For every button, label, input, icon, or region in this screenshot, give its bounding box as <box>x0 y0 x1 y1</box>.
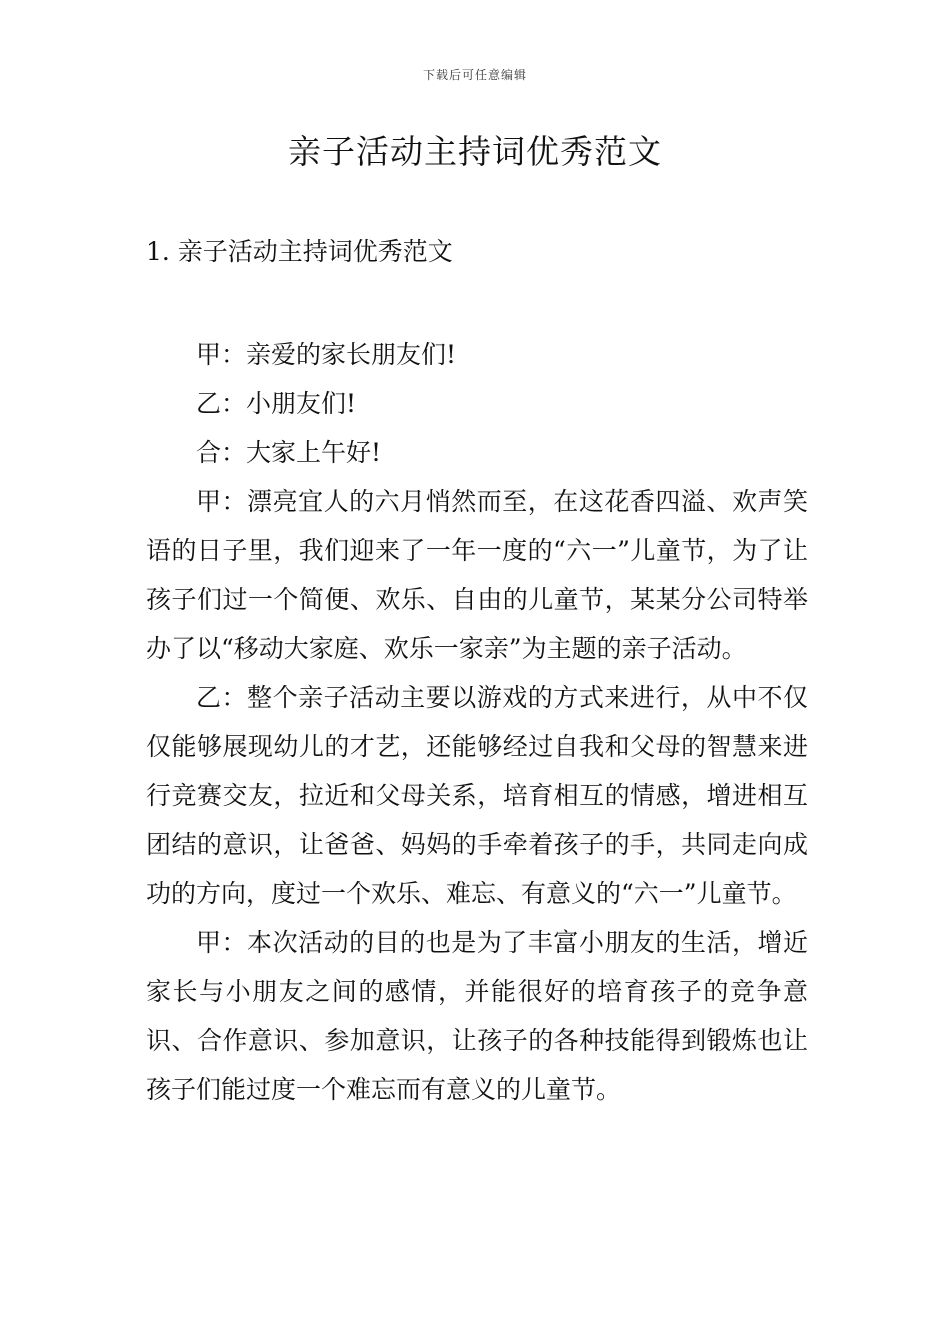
header-note: 下载后可任意编辑 <box>422 68 527 82</box>
paragraph-intro-yi: 乙：整个亲子活动主要以游戏的方式来进行，从中不仅仅能够展现幼儿的才艺，还能够经过自我和父母的智慧来进行竞赛交友，拉近和父母关系，培育相互的情感，增进相互团结的意识，让爸爸、妈妈的手牵着孩子的手，共同走向成功的方向，度过一个欢乐、难忘、有意义的“六一”儿童节。 <box>146 683 808 908</box>
section-heading: 1. 亲子活动主持词优秀范文 <box>146 237 453 266</box>
paragraph-greeting-yi: 乙：小朋友们! <box>196 389 357 418</box>
document-body <box>146 330 808 1114</box>
paragraph-greeting-jia: 甲：亲爱的家长朋友们! <box>196 340 457 369</box>
paragraph-greeting-he: 合：大家上午好! <box>196 438 382 467</box>
paragraph-intro-jia: 甲：漂亮宜人的六月悄然而至，在这花香四溢、欢声笑语的日子里，我们迎来了一年一度的“六一”儿童节，为了让孩子们过一个简便、欢乐、自由的儿童节，某某分公司特举办了以“移动大家庭、欢乐一家亲”为主题的亲子活动。 <box>146 487 808 663</box>
paragraph-purpose-jia: 甲：本次活动的目的也是为了丰富小朋友的生活，增近家长与小朋友之间的感情，并能很好的培育孩子的竞争意识、合作意识、参加意识，让孩子的各种技能得到锻炼也让孩子们能过度一个难忘而有意义的儿童节。 <box>146 928 808 1104</box>
document-title: 亲子活动主持词优秀范文 <box>288 132 662 171</box>
